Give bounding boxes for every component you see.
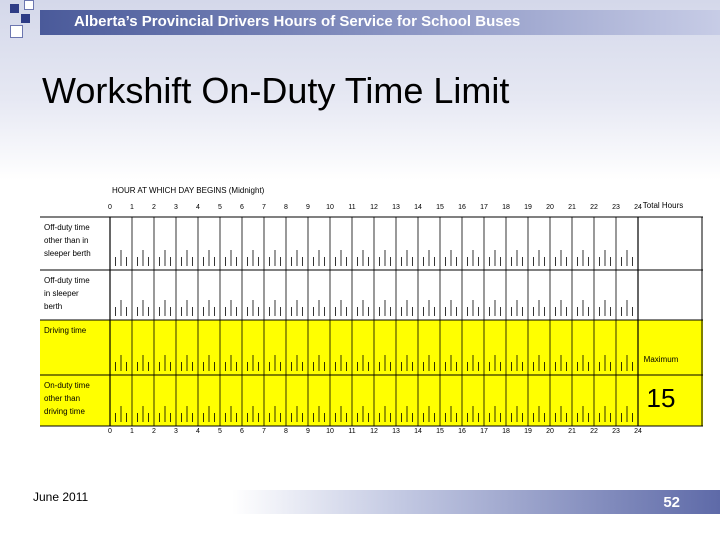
hour-label-bottom: 3 [174, 428, 178, 435]
hour-label-bottom: 1 [130, 428, 134, 435]
row-label: berth [44, 302, 63, 311]
row-label: Off-duty time [44, 223, 90, 232]
hour-label-top: 10 [326, 204, 334, 211]
slide-title: Workshift On-Duty Time Limit [42, 70, 510, 111]
header-banner [40, 10, 720, 35]
page-number: 52 [663, 494, 680, 511]
hour-label-top: 21 [568, 204, 576, 211]
footer-bar [232, 490, 720, 514]
hour-label-bottom: 16 [458, 428, 466, 435]
hour-label-bottom: 8 [284, 428, 288, 435]
hour-label-top: 4 [196, 204, 200, 211]
driver-log-grid [40, 180, 703, 436]
hour-label-top: 5 [218, 204, 222, 211]
hour-label-bottom: 2 [152, 428, 156, 435]
row-label: Off-duty time [44, 276, 90, 285]
hour-label-bottom: 4 [196, 428, 200, 435]
hour-label-bottom: 12 [370, 428, 378, 435]
hour-label-bottom: 6 [240, 428, 244, 435]
hour-label-top: 13 [392, 204, 400, 211]
hour-label-top: 6 [240, 204, 244, 211]
log-grid-svg [40, 180, 703, 436]
highlight-row [40, 320, 703, 375]
hour-label-bottom: 5 [218, 428, 222, 435]
maximum-value: 15 [646, 383, 676, 413]
hour-label-top: 23 [612, 204, 620, 211]
hour-label-top: 18 [502, 204, 510, 211]
hour-label-bottom: 14 [414, 428, 422, 435]
hour-label-bottom: 0 [108, 428, 112, 435]
hour-label-top: 11 [348, 204, 356, 211]
row-label: Driving time [44, 326, 87, 335]
hour-label-top: 7 [262, 204, 266, 211]
hour-label-top: 12 [370, 204, 378, 211]
row-label: in sleeper [44, 289, 79, 298]
highlight-row [40, 375, 703, 426]
row-label: On-duty time [44, 381, 90, 390]
hour-label-bottom: 18 [502, 428, 510, 435]
hour-label-top: 20 [546, 204, 554, 211]
hour-label-top: 24 [634, 204, 642, 211]
hour-label-top: 9 [306, 204, 310, 211]
hour-label-bottom: 24 [634, 428, 642, 435]
hour-label-top: 2 [152, 204, 156, 211]
hour-label-bottom: 17 [480, 428, 488, 435]
hour-label-top: 22 [590, 204, 598, 211]
hour-label-bottom: 20 [546, 428, 554, 435]
log-caption: HOUR AT WHICH DAY BEGINS (Midnight) [112, 186, 265, 195]
row-label: other than [44, 394, 81, 403]
hour-label-top: 3 [174, 204, 178, 211]
hour-label-bottom: 10 [326, 428, 334, 435]
hour-label-top: 17 [480, 204, 488, 211]
maximum-label: Maximum [643, 355, 679, 364]
hour-label-bottom: 13 [392, 428, 400, 435]
footer-date: June 2011 [33, 490, 89, 504]
hour-label-bottom: 22 [590, 428, 598, 435]
row-label: driving time [44, 407, 85, 416]
hour-label-bottom: 21 [568, 428, 576, 435]
hour-label-top: 8 [284, 204, 288, 211]
header-title: Alberta’s Provincial Drivers Hours of Service for School Buses [74, 13, 521, 30]
hour-label-top: 14 [414, 204, 422, 211]
hour-label-bottom: 23 [612, 428, 620, 435]
hour-label-top: 16 [458, 204, 466, 211]
hour-label-top: 15 [436, 204, 444, 211]
hour-label-top: 1 [130, 204, 134, 211]
hour-label-bottom: 15 [436, 428, 444, 435]
hour-label-bottom: 19 [524, 428, 532, 435]
hour-label-bottom: 7 [262, 428, 266, 435]
hour-label-top: 0 [108, 204, 112, 211]
hour-label-bottom: 11 [348, 428, 356, 435]
hour-label-top: 19 [524, 204, 532, 211]
total-hours-label: Total Hours [642, 201, 684, 210]
hour-label-bottom: 9 [306, 428, 310, 435]
row-label: sleeper berth [44, 249, 91, 258]
row-label: other than in [44, 236, 89, 245]
